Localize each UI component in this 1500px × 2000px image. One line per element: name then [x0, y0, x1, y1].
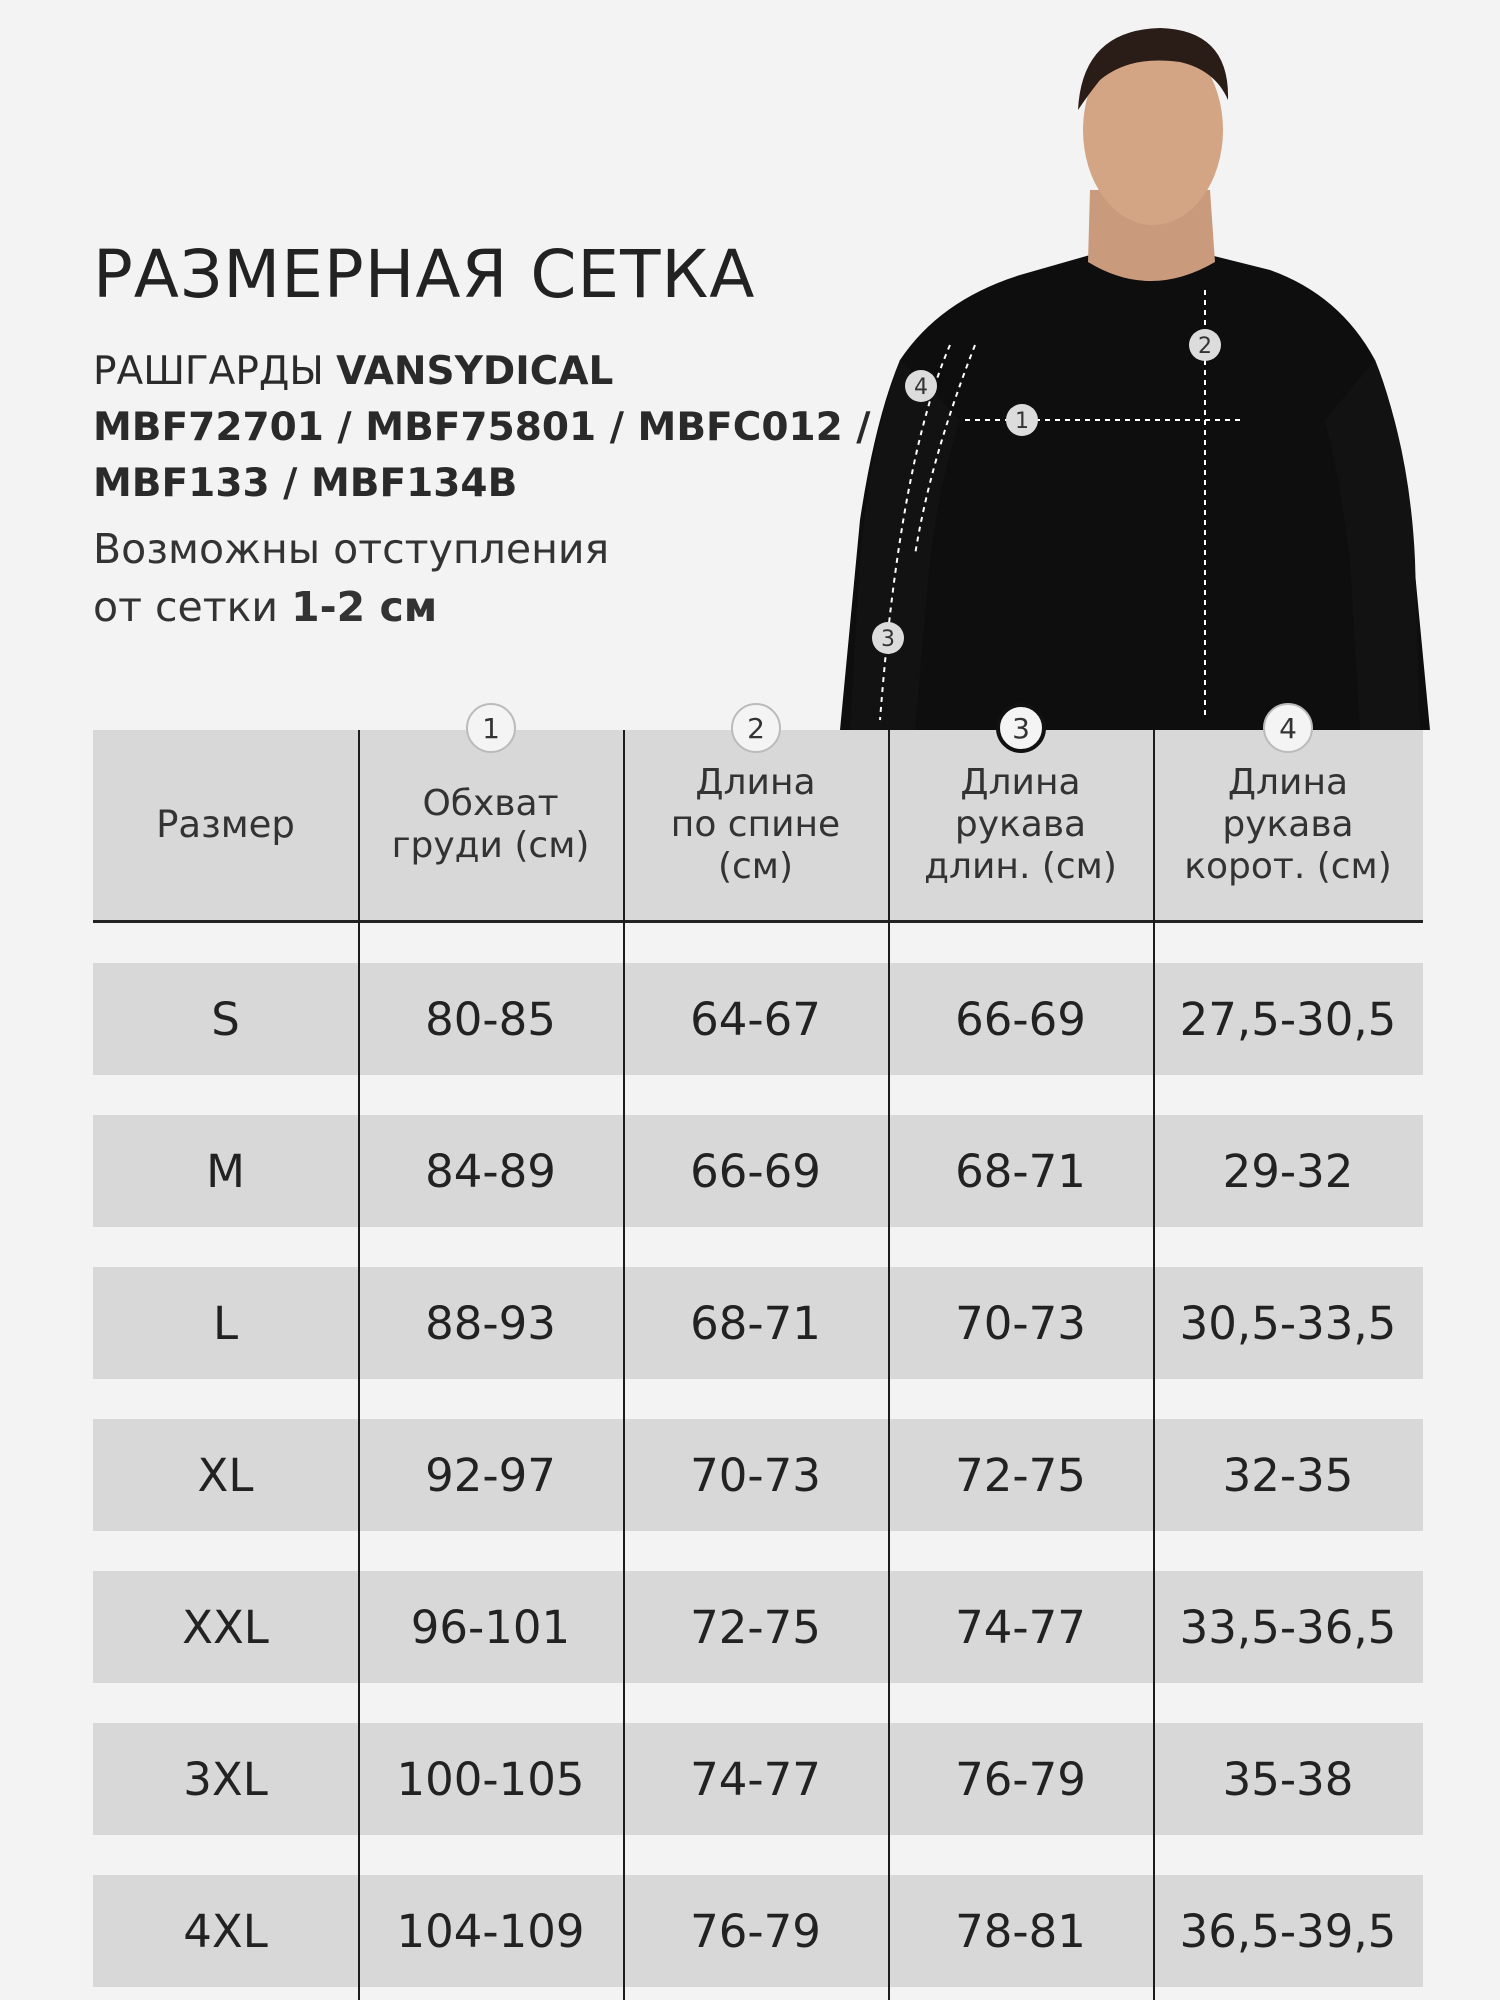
cell-size: 3XL	[183, 1752, 268, 1806]
models-line2: MBF133 / MBF134B	[93, 461, 518, 506]
header-short-sleeve: Длина рукава корот. (см)	[1184, 762, 1392, 887]
cell-back-length: 70-73	[690, 1448, 821, 1502]
brand-name: VANSYDICAL	[336, 349, 614, 394]
cell-size: 4XL	[183, 1904, 268, 1958]
cell-back-length: 72-75	[690, 1600, 821, 1654]
cell-chest: 88-93	[425, 1296, 556, 1350]
header-chest: Обхват груди (см)	[391, 783, 590, 866]
cell-chest: 96-101	[410, 1600, 571, 1654]
cell-size: L	[212, 1296, 239, 1350]
cell-short-sleeve: 30,5-33,5	[1179, 1296, 1397, 1350]
note-line2: от сетки 1-2 см	[93, 583, 438, 631]
cell-short-sleeve: 32-35	[1222, 1448, 1354, 1502]
table-header-divider	[93, 920, 1423, 923]
tolerance-value: 1-2 см	[291, 583, 438, 631]
cell-long-sleeve: 68-71	[955, 1144, 1086, 1198]
cell-long-sleeve: 78-81	[955, 1904, 1086, 1958]
page-title: РАЗМЕРНАЯ СЕТКА	[93, 236, 756, 313]
figure-marker-2: 2	[1198, 334, 1212, 359]
cell-back-length: 74-77	[690, 1752, 821, 1806]
cell-long-sleeve: 76-79	[955, 1752, 1086, 1806]
cell-back-length: 68-71	[690, 1296, 821, 1350]
cell-long-sleeve: 74-77	[955, 1600, 1086, 1654]
cell-back-length: 76-79	[690, 1904, 821, 1958]
size-chart-table	[93, 0, 1423, 2000]
cell-size: XL	[197, 1448, 254, 1502]
cell-short-sleeve: 33,5-36,5	[1179, 1600, 1397, 1654]
header-size: Размер	[156, 803, 295, 846]
note-line1: Возможны отступления	[93, 525, 610, 573]
column-badge-2: 2	[731, 703, 781, 753]
header-back-length: Длина по спине (см)	[670, 762, 841, 887]
column-badge-1: 1	[466, 703, 516, 753]
cell-back-length: 66-69	[690, 1144, 821, 1198]
subtitle-prefix: РАШГАРДЫ	[93, 349, 337, 394]
figure-marker-4: 4	[914, 375, 928, 400]
figure-marker-3: 3	[881, 627, 895, 652]
cell-size: M	[206, 1144, 245, 1198]
column-badge-3: 3	[996, 703, 1046, 753]
figure-marker-1: 1	[1015, 409, 1029, 434]
cell-chest: 104-109	[396, 1904, 585, 1958]
cell-long-sleeve: 66-69	[955, 992, 1086, 1046]
cell-chest: 84-89	[425, 1144, 556, 1198]
cell-short-sleeve: 27,5-30,5	[1179, 992, 1397, 1046]
cell-chest: 100-105	[396, 1752, 585, 1806]
cell-short-sleeve: 35-38	[1222, 1752, 1354, 1806]
cell-back-length: 64-67	[690, 992, 821, 1046]
cell-long-sleeve: 70-73	[955, 1296, 1086, 1350]
cell-short-sleeve: 29-32	[1222, 1144, 1354, 1198]
cell-chest: 92-97	[425, 1448, 556, 1502]
cell-long-sleeve: 72-75	[955, 1448, 1086, 1502]
cell-size: XXL	[182, 1600, 269, 1654]
cell-chest: 80-85	[425, 992, 556, 1046]
models-line1: MBF72701 / MBF75801 / MBFC012 /	[93, 405, 871, 450]
cell-size: S	[211, 992, 240, 1046]
column-badge-4: 4	[1263, 703, 1313, 753]
cell-short-sleeve: 36,5-39,5	[1179, 1904, 1397, 1958]
header-long-sleeve: Длина рукава длин. (см)	[924, 762, 1117, 887]
